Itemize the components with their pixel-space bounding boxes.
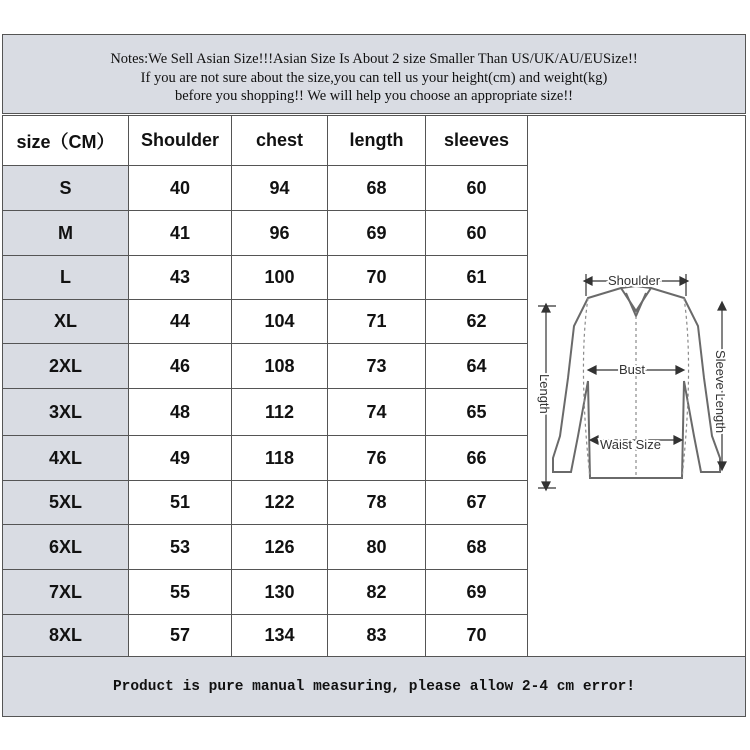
cell-length: 68 — [328, 166, 426, 211]
shirt-measure-diagram — [526, 115, 746, 656]
cell-chest: 100 — [232, 256, 328, 300]
cell-shoulder: 41 — [129, 211, 232, 256]
table-row — [3, 481, 528, 525]
table-row — [3, 570, 528, 615]
cell-sleeves: 60 — [426, 166, 528, 211]
cell-size: 6XL — [3, 525, 129, 570]
cell-chest: 108 — [232, 344, 328, 389]
header-length: length — [328, 116, 426, 166]
cell-shoulder: 48 — [129, 389, 232, 436]
cell-length: 74 — [328, 389, 426, 436]
cell-chest: 134 — [232, 615, 328, 657]
cell-chest: 94 — [232, 166, 328, 211]
header-chest: chest — [232, 116, 328, 166]
cell-size: XL — [3, 300, 129, 344]
size-chart-table — [2, 115, 528, 657]
notes-line-3: before you shopping!! We will help you choose an appropriate size!! — [175, 88, 573, 104]
cell-length: 70 — [328, 256, 426, 300]
cell-length: 71 — [328, 300, 426, 344]
table-row — [3, 166, 528, 211]
sleeve-length-label: Sleeve Length — [713, 350, 728, 434]
bust-label: Bust — [619, 362, 646, 377]
cell-sleeves: 68 — [426, 525, 528, 570]
length-label: Length — [537, 374, 552, 414]
cell-chest: 96 — [232, 211, 328, 256]
cell-shoulder: 51 — [129, 481, 232, 525]
table-row — [3, 211, 528, 256]
table-row — [3, 615, 528, 657]
notes-banner — [2, 34, 746, 114]
cell-shoulder: 55 — [129, 570, 232, 615]
cell-chest: 118 — [232, 436, 328, 481]
cell-sleeves: 65 — [426, 389, 528, 436]
table-body — [3, 166, 528, 657]
cell-sleeves: 67 — [426, 481, 528, 525]
notes-line-1: Notes:We Sell Asian Size!!!Asian Size Is About 2 size Smaller Than US/UK/AU/EUSize!! — [110, 51, 638, 67]
cell-sleeves: 60 — [426, 211, 528, 256]
cell-shoulder: 44 — [129, 300, 232, 344]
cell-chest: 126 — [232, 525, 328, 570]
cell-sleeves: 70 — [426, 615, 528, 657]
cell-size: L — [3, 256, 129, 300]
footer-note: Product is pure manual measuring, please allow 2-4 cm error! — [2, 656, 746, 717]
cell-shoulder: 40 — [129, 166, 232, 211]
table-row — [3, 389, 528, 436]
cell-length: 76 — [328, 436, 426, 481]
cell-shoulder: 49 — [129, 436, 232, 481]
cell-chest: 130 — [232, 570, 328, 615]
cell-length: 80 — [328, 525, 426, 570]
cell-size: 2XL — [3, 344, 129, 389]
cell-length: 82 — [328, 570, 426, 615]
header-size: size（CM） — [3, 116, 129, 166]
cell-sleeves: 66 — [426, 436, 528, 481]
cell-shoulder: 43 — [129, 256, 232, 300]
cell-length: 78 — [328, 481, 426, 525]
cell-size: 3XL — [3, 389, 129, 436]
cell-size: 8XL — [3, 615, 129, 657]
cell-chest: 104 — [232, 300, 328, 344]
notes-line-2: If you are not sure about the size,you can tell us your height(cm) and weight(kg) — [140, 69, 608, 86]
cell-length: 83 — [328, 615, 426, 657]
table-row — [3, 256, 528, 300]
cell-size: 7XL — [3, 570, 129, 615]
header-sleeves: sleeves — [426, 116, 528, 166]
table-header-row — [3, 116, 528, 166]
shirt-illustration — [526, 266, 746, 606]
cell-shoulder: 46 — [129, 344, 232, 389]
shoulder-label: Shoulder — [608, 273, 661, 288]
cell-chest: 112 — [232, 389, 328, 436]
cell-size: 5XL — [3, 481, 129, 525]
waist-label: Waist Size — [600, 437, 661, 452]
cell-sleeves: 62 — [426, 300, 528, 344]
cell-size: 4XL — [3, 436, 129, 481]
cell-sleeves: 64 — [426, 344, 528, 389]
cell-shoulder: 53 — [129, 525, 232, 570]
cell-length: 73 — [328, 344, 426, 389]
table-row — [3, 525, 528, 570]
cell-sleeves: 61 — [426, 256, 528, 300]
header-shoulder: Shoulder — [129, 116, 232, 166]
table-row — [3, 344, 528, 389]
cell-size: S — [3, 166, 129, 211]
cell-length: 69 — [328, 211, 426, 256]
cell-chest: 122 — [232, 481, 328, 525]
cell-size: M — [3, 211, 129, 256]
cell-sleeves: 69 — [426, 570, 528, 615]
cell-shoulder: 57 — [129, 615, 232, 657]
table-row — [3, 436, 528, 481]
table-row — [3, 300, 528, 344]
